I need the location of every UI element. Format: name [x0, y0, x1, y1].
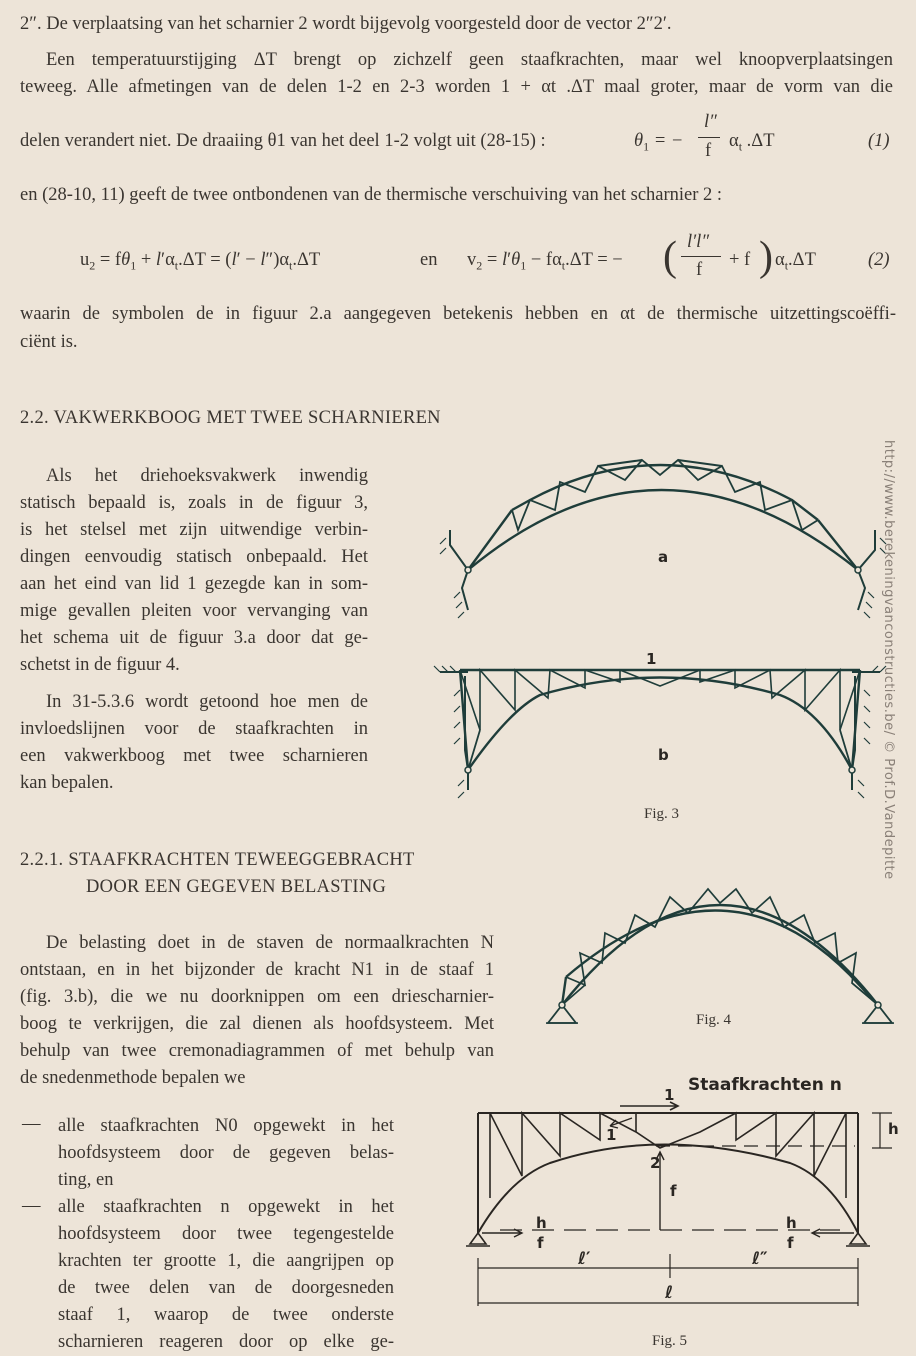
column-paragraph-1 [20, 463, 368, 679]
para-line: behulp van twee cremonadiagrammen of met behulp van [20, 1041, 494, 1061]
figure-5 [460, 1068, 910, 1318]
para-line: Als het driehoeksvakwerk inwendig [46, 466, 368, 486]
equation-1: $\theta_1$ = − l″ f $\alpha_t$ .ΔT [634, 112, 775, 161]
para-line: een vakwerkboog met twee scharnieren [20, 746, 368, 766]
bullet-dash: — [22, 1114, 41, 1134]
fig5-title: Staafkrachten n [688, 1075, 842, 1095]
bullet-2 [58, 1194, 394, 1356]
para-line: invloedslijnen voor de staafkrachten in [20, 719, 368, 739]
equation-2-number: (2) [868, 250, 890, 270]
fig5-hf-right-den: f [787, 1234, 794, 1252]
bullet-line: ting, en [58, 1170, 114, 1190]
para-line: boog te verkrijgen, die zal dienen als hoofdsysteem. Met [20, 1014, 494, 1034]
fig5-hf-left-num: h [536, 1214, 547, 1232]
section-heading-2-2: 2.2. VAKWERKBOOG MET TWEE SCHARNIEREN [20, 408, 441, 428]
fig3-label-b: b [658, 746, 669, 764]
fig3-label-1: 1 [646, 650, 657, 668]
para-line: In 31-5.3.6 wordt getoond hoe men de [46, 692, 368, 712]
para-line: het schema uit de figuur 3.a door dat ge- [20, 628, 368, 648]
column-paragraph-3 [20, 930, 494, 1092]
fig5-load-label: 1 [664, 1086, 675, 1104]
fig5-member-label: 1 [606, 1126, 617, 1144]
fig5-hf-right-num: h [786, 1214, 797, 1232]
para-line: mige gevallen pleiten voor vervanging van [20, 601, 368, 621]
line-rotation: delen verandert niet. De draaiing θ1 van het deel 1-2 volgt uit (28-15) : [20, 131, 546, 151]
fig3-caption: Fig. 3 [644, 806, 680, 822]
line-coefficient: ciënt is. [20, 332, 78, 352]
equation-1-number: (1) [868, 131, 890, 151]
section-heading-2-2-1: 2.2.1. STAAFKRACHTEN TEWEEGGEBRACHT [20, 850, 415, 870]
para-line: schetst in de figuur 4. [20, 655, 180, 675]
para-line: (fig. 3.b), die we nu doorknippen om een driescharnier- [20, 987, 494, 1007]
line-symbols: waarin de symbolen de in figuur 2.a aangegeven betekenis hebben en αt de thermische uitzettingscoëffi- [20, 304, 896, 324]
fig5-f-label: f [670, 1182, 677, 1200]
line-thermal-shift: en (28-10, 11) geeft de twee ontbondenen van de thermische verschuiving van het scharnier 2 : [20, 185, 723, 205]
bullet-line: alle staafkrachten N0 opgewekt in het [58, 1116, 394, 1136]
equation-2-en: en [420, 250, 438, 270]
line-temperature: Een temperatuurstijging ΔT brengt op zichzelf geen staafkrachten, maar wel knoopverplaatsingen [46, 50, 893, 70]
watermark-text: http://www.berekeningvanconstructies.be/ © Prof.D.Vandepitte [881, 440, 896, 880]
fig5-hf-left-den: f [537, 1234, 544, 1252]
bullet-dash: — [22, 1196, 41, 1216]
fig5-hinge-label: 2 [650, 1154, 661, 1172]
bullet-line: hoofdsysteem door de gegeven belas- [58, 1143, 394, 1163]
bullet-line: krachten ter grootte 1, die aangrijpen op [58, 1251, 394, 1271]
line-opening: 2″. De verplaatsing van het scharnier 2 wordt bijgevolg voorgesteld door de vector 2″2′. [20, 14, 672, 34]
bullet-line: de twee delen van de doorgesneden [58, 1278, 394, 1298]
bullet-line: hoofdsysteem door twee tegengestelde [58, 1224, 394, 1244]
fig4-lower-chord [562, 905, 878, 1005]
para-line: is het stelsel met zijn uitwendige verbin- [20, 520, 368, 540]
para-line: De belasting doet in de staven de normaalkrachten N [46, 933, 494, 953]
bullet-line: alle staafkrachten n opgewekt in het [58, 1197, 394, 1217]
fig3-label-a: a [658, 548, 669, 566]
bullet-line: staaf 1, waarop de twee onderste [58, 1305, 394, 1325]
para-line: ontstaan, en in het bijzonder de kracht N1 in de staaf 1 [20, 960, 494, 980]
fig5-caption: Fig. 5 [652, 1333, 688, 1349]
para-line: statisch bepaald is, zoals in de figuur 3, [20, 493, 368, 513]
equation-2b: $v_2 = l'\theta_1 - f\alpha_t.\Delta T$ = − ( l′l″ f + f ) $\alpha_t.\Delta T$ [467, 232, 816, 280]
figure-4 [540, 875, 900, 1035]
para-line: kan bepalen. [20, 773, 114, 793]
fig4-caption: Fig. 4 [696, 1012, 732, 1028]
line-dimensions: teweeg. Alle afmetingen van de delen 1-2 en 2-3 worden 1 + αt .ΔT maal groter, maar de vorm van die [20, 77, 893, 97]
column-paragraph-2 [20, 689, 368, 797]
bullet-1 [58, 1113, 394, 1194]
equation-2a: $u_2 = f\theta_1 + l'\alpha_t.\Delta T = (l' - l'')\alpha_t.\Delta T$ [80, 250, 321, 273]
bullet-line: scharnieren reageren door op elke ge- [58, 1332, 394, 1352]
fig5-l-label: ℓ [665, 1283, 674, 1303]
para-line: dingen eenvoudig statisch onbepaald. Het [20, 547, 368, 567]
section-heading-2-2-1-line2: DOOR EEN GEGEVEN BELASTING [86, 877, 387, 897]
fig5-h-label: h [888, 1120, 899, 1138]
para-line: aan het eind van lid 1 gezegde kan in som- [20, 574, 368, 594]
figure-3 [420, 450, 900, 830]
side-watermark [881, 440, 916, 920]
fig5-ldprime-label: ℓ″ [752, 1249, 768, 1269]
fig5-arch [478, 1145, 858, 1234]
fig5-lprime-label: ℓ′ [578, 1249, 591, 1269]
para-line: de snedenmethode bepalen we [20, 1068, 246, 1088]
